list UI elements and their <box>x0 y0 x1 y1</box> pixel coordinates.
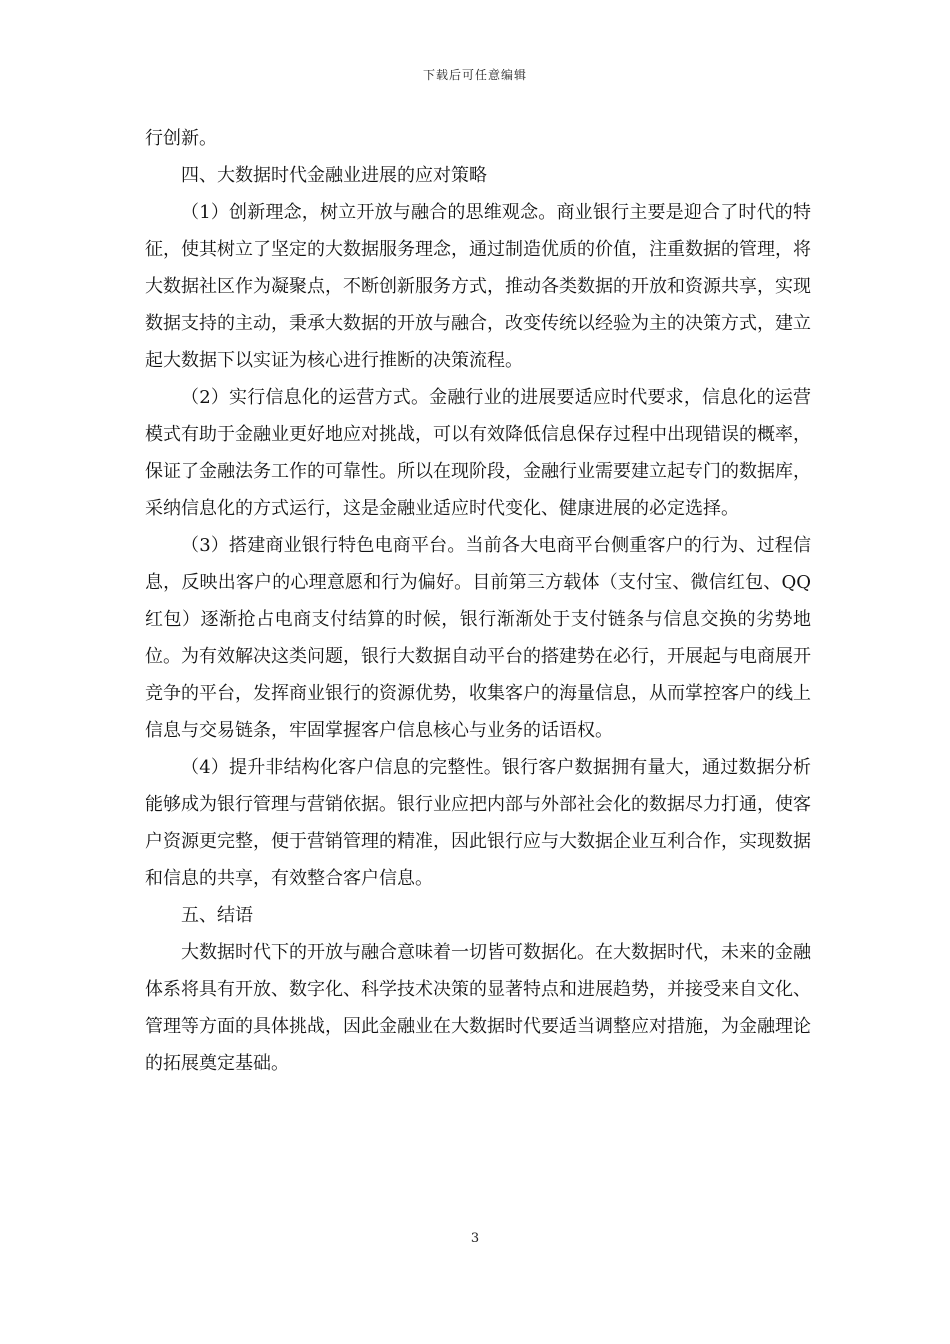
paragraph-strategy-3: （3）搭建商业银行特色电商平台。当前各大电商平台侧重客户的行为、过程信息，反映出客户的心理意愿和行为偏好。目前第三方载体（支付宝、微信红包、QQ红包）逐渐抢占电商支付结算的时候，银行渐渐处于支付链条与信息交换的劣势地位。为有效解决这类问题，银行大数据自动平台的搭建势在必行，开展起与电商展开竞争的平台，发挥商业银行的资源优势，收集客户的海量信息，从而掌控客户的线上信息与交易链条，牢固掌握客户信息核心与业务的话语权。 <box>145 535 811 741</box>
paragraph-strategy-2: （2）实行信息化的运营方式。金融行业的进展要适应时代要求，信息化的运营模式有助于金融业更好地应对挑战，可以有效降低信息保存过程中出现错误的概率，保证了金融法务工作的可靠性。所以在现阶段，金融行业需要建立起专门的数据库，采纳信息化的方式运行，这是金融业适应时代变化、健康进展的必定选择。 <box>145 387 811 519</box>
section-heading-4: 四、大数据时代金融业进展的应对策略 <box>181 165 487 186</box>
page-number: 3 <box>470 1231 480 1246</box>
section-heading-5: 五、结语 <box>181 905 253 926</box>
paragraph-conclusion: 大数据时代下的开放与融合意味着一切皆可数据化。在大数据时代，未来的金融体系将具有开放、数字化、科学技术决策的显著特点和进展趋势，并接受来自文化、管理等方面的具体挑战，因此金融业在大数据时代要适当调整应对措施，为金融理论的拓展奠定基础。 <box>145 942 811 1074</box>
document-body <box>145 120 811 1082</box>
paragraph-continuation: 行创新。 <box>145 128 217 149</box>
page-header: 下载后可任意编辑 <box>422 68 527 82</box>
paragraph-strategy-1: （1）创新理念，树立开放与融合的思维观念。商业银行主要是迎合了时代的特征，使其树立了坚定的大数据服务理念，通过制造优质的价值，注重数据的管理，将大数据社区作为凝聚点，不断创新服务方式，推动各类数据的开放和资源共享，实现数据支持的主动，秉承大数据的开放与融合，改变传统以经验为主的决策方式，建立起大数据下以实证为核心进行推断的决策流程。 <box>145 202 811 371</box>
paragraph-strategy-4: （4）提升非结构化客户信息的完整性。银行客户数据拥有量大，通过数据分析能够成为银行管理与营销依据。银行业应把内部与外部社会化的数据尽力打通，使客户资源更完整，便于营销管理的精准，因此银行应与大数据企业互利合作，实现数据和信息的共享，有效整合客户信息。 <box>145 757 811 889</box>
